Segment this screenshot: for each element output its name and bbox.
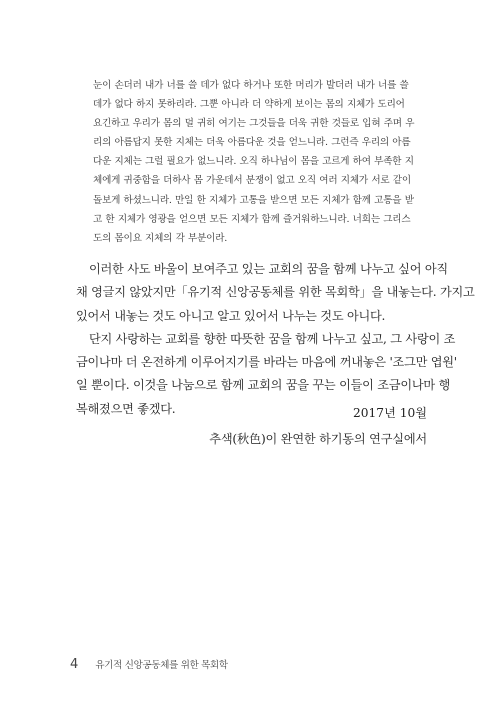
running-title: 유기적 신앙공동체를 위한 목회학 xyxy=(95,660,228,671)
quote-line: 눈이 손더러 내가 너를 쓸 데가 없다 하거나 또한 머리가 발더러 내가 너를 쓸 xyxy=(93,80,409,91)
scripture-quote xyxy=(93,76,429,248)
quote-line: 다운 지체는 그럴 필요가 없느니라. 오직 하나님이 몸을 고르게 하여 부족한 지 xyxy=(93,156,414,168)
page-footer xyxy=(70,653,228,672)
body-line: 이러한 사도 바울이 보여주고 있는 교회의 꿈을 함께 나누고 싶어 아직 xyxy=(89,262,448,276)
quote-line: 리의 아름답지 못한 지체는 더욱 아름다운 것을 얻느니라. 그런즉 우리의 아름 xyxy=(93,137,411,149)
quote-line: 체에게 귀중함을 더하사 몸 가운데서 분쟁이 없고 오직 여러 지체가 서로 같이 xyxy=(93,175,411,187)
body-line: 있어서 내놓는 것도 아니고 알고 있어서 나누는 것도 아니다. xyxy=(76,308,386,323)
body-line: 단지 사랑하는 교회를 향한 따뜻한 꿈을 함께 나누고 싶고, 그 사랑이 조 xyxy=(89,331,456,346)
body-line: 일 뿐이다. 이것을 나눔으로 함께 교회의 꿈을 꾸는 이들이 조금이나마 행 xyxy=(76,378,451,393)
body-line: 복해졌으면 좋겠다. xyxy=(76,401,176,416)
body-text xyxy=(76,258,475,421)
body-line: 채 영글지 않았지만「유기적 신앙공동체를 위한 목회학」을 내놓는다. 가지고 xyxy=(76,285,475,300)
quote-line: 데가 없다 하지 못하리라. 그뿐 아니라 더 약하게 보이는 몸의 지체가 도리어 xyxy=(93,99,405,111)
body-line: 금이나마 더 온전하게 이루어지기를 바라는 마음에 꺼내놓은 '조그만 엽원' xyxy=(76,355,457,370)
quote-line: 요긴하고 우리가 몸의 덜 귀히 여기는 그것들을 더욱 귀한 것들로 입혀 주며 우 xyxy=(93,118,415,130)
quote-line: 고 한 지체가 영광을 얻으면 모든 지체가 함께 즐거워하느니라. 너희는 그리스 xyxy=(93,213,411,225)
quote-line: 도의 몸이요 지체의 각 부분이라. xyxy=(93,232,228,244)
signature-place: 추색(秋色)이 완연한 하기동의 연구실에서 xyxy=(209,432,427,446)
signature-date: 2017년 10월 xyxy=(353,406,427,420)
page-number: 4 xyxy=(70,657,79,672)
quote-line: 돌보게 하셨느니라. 만일 한 지체가 고통을 받으면 모든 지체가 함께 고통을 받 xyxy=(93,194,414,206)
